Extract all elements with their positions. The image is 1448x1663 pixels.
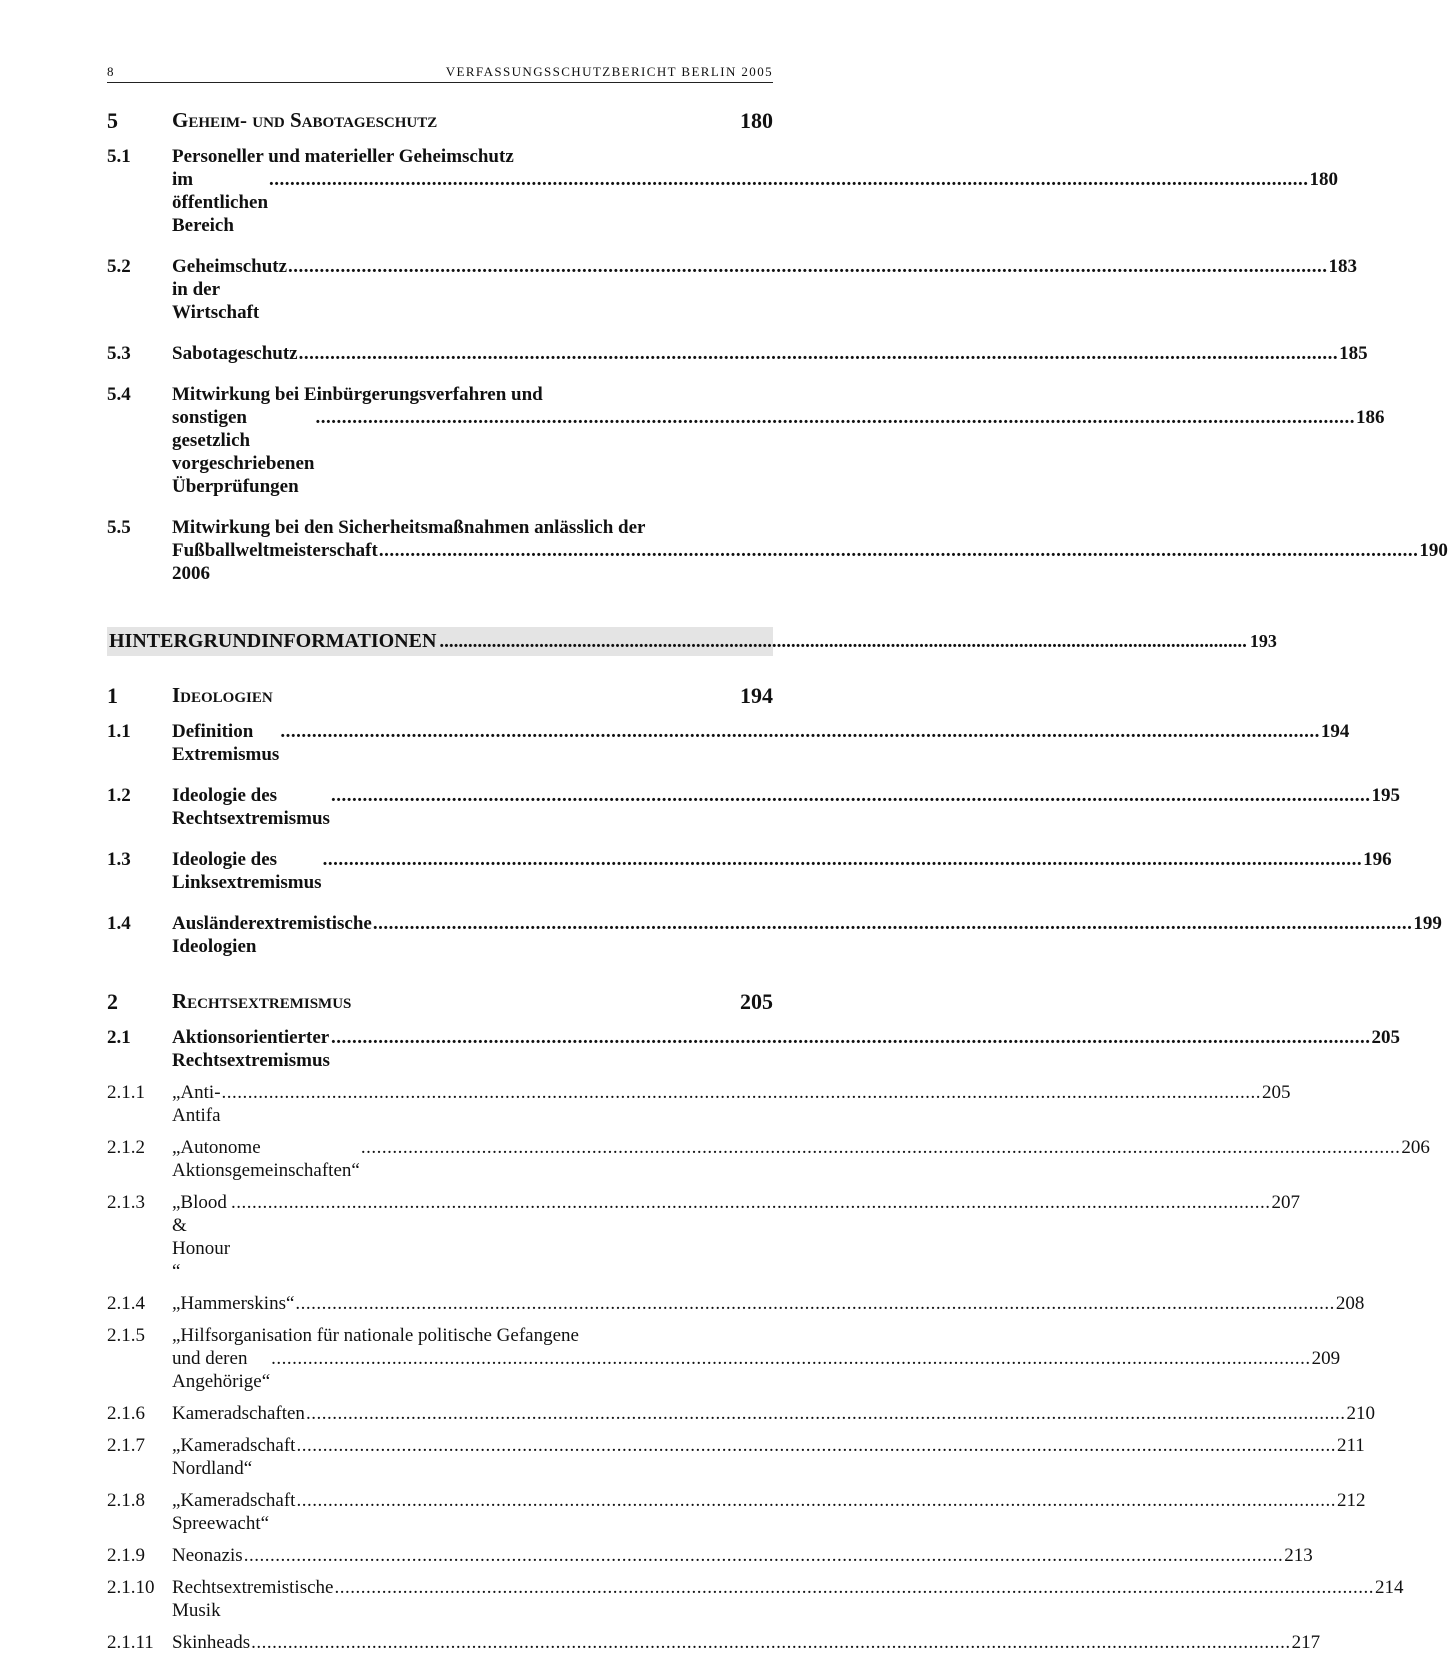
entry-page: 196 — [1363, 849, 1392, 870]
chapter-page: 194 — [740, 683, 773, 708]
toc-entry-5-3[interactable] — [107, 342, 1368, 365]
chapter-title: Rechtsextremismus — [172, 989, 352, 1013]
leader-dots — [306, 1402, 1346, 1425]
entry-title: „Blood & Honour “ — [172, 1192, 231, 1282]
entry-number: 2.1.4 — [107, 1293, 145, 1314]
entry-title: Skinheads — [172, 1632, 251, 1653]
entry-page: 214 — [1374, 1577, 1404, 1598]
toc-entry-2-1[interactable] — [107, 1026, 1400, 1072]
leader-dots — [222, 1081, 1262, 1104]
entry-title-line: Mitwirkung bei Einbürgerungsverfahren und — [172, 384, 543, 405]
entry-number: 2.1.7 — [107, 1435, 145, 1456]
entry-number: 2.1.10 — [107, 1577, 155, 1598]
entry-page: 207 — [1271, 1192, 1301, 1213]
background-info-heading[interactable] — [107, 627, 1277, 656]
leader-dots — [288, 255, 1328, 278]
leader-dots — [331, 1026, 1371, 1049]
entry-page: 210 — [1346, 1403, 1375, 1424]
entry-number: 2.1.11 — [107, 1632, 154, 1653]
entry-title: Neonazis — [172, 1545, 243, 1566]
entry-title: Fußballweltmeisterschaft 2006 — [172, 540, 378, 584]
entry-number: 2.1.3 — [107, 1192, 145, 1213]
entry-title: Rechtsextremistische Musik — [172, 1577, 334, 1621]
entry-page: 206 — [1401, 1137, 1430, 1158]
leader-dots — [331, 784, 1371, 807]
toc-entry-1-2[interactable] — [107, 784, 1400, 830]
entry-title: im öffentlichen Bereich — [172, 169, 269, 236]
entry-number: 5.1 — [107, 146, 131, 167]
leader-dots — [439, 631, 1247, 653]
entry-page: 208 — [1335, 1293, 1365, 1314]
leader-dots — [244, 1544, 1284, 1567]
entry-title: Aktionsorientierter Rechtsextremismus — [172, 1027, 330, 1071]
leader-dots — [373, 912, 1413, 935]
entry-page: 205 — [1262, 1082, 1291, 1103]
entry-title: „Anti-Antifa — [172, 1082, 221, 1126]
toc-entry-1-4[interactable] — [107, 912, 1442, 958]
chapter-number: 5 — [107, 108, 118, 133]
entry-page: 217 — [1291, 1632, 1321, 1653]
toc-entry-5-2[interactable] — [107, 255, 1358, 324]
entry-number: 1.3 — [107, 849, 131, 870]
chapter-title: Ideologien — [172, 683, 273, 707]
toc-entry-2-1-4[interactable] — [107, 1292, 1365, 1315]
toc-entry-1-1[interactable] — [107, 720, 1350, 766]
entry-page: 186 — [1355, 407, 1385, 428]
entry-page: 205 — [1371, 1027, 1400, 1048]
entry-title: Ideologie des Rechtsextremismus — [172, 785, 330, 829]
entry-title: Definition Extremismus — [172, 721, 280, 765]
entry-page: 185 — [1339, 343, 1368, 364]
chapter-page: 205 — [740, 989, 773, 1014]
entry-title: und deren Angehörige“ — [172, 1348, 271, 1392]
leader-dots — [271, 1347, 1311, 1370]
toc-entry-2-1-1[interactable] — [107, 1081, 1291, 1127]
chapter-heading-5 — [107, 103, 773, 145]
toc-entry-2-1-6[interactable] — [107, 1402, 1375, 1425]
entry-title-line: Mitwirkung bei den Sicherheitsmaßnahmen anlässlich der — [172, 517, 646, 538]
entry-title: Geheimschutz in der Wirtschaft — [172, 256, 288, 323]
entry-title: „Kameradschaft Spreewacht“ — [172, 1490, 296, 1534]
entry-page: 190 — [1419, 540, 1448, 561]
entry-number: 2.1.5 — [107, 1325, 145, 1346]
leader-dots — [323, 848, 1363, 871]
toc-entry-2-1-2[interactable] — [107, 1136, 1430, 1182]
entry-title: „Autonome Aktionsgemeinschaften“ — [172, 1137, 360, 1181]
toc-entry-5-4[interactable] — [107, 383, 1385, 498]
entry-title: sonstigen gesetzlich vorgeschriebenen Überprüfungen — [172, 407, 315, 497]
entry-title-line: „Hilfsorganisation für nationale politische Gefangene — [172, 1325, 579, 1346]
toc-entry-2-1-9[interactable] — [107, 1544, 1313, 1567]
entry-title: Sabotageschutz — [172, 343, 298, 364]
leader-dots — [299, 342, 1339, 365]
running-header — [107, 62, 773, 83]
background-info-title: HINTERGRUNDINFORMATIONEN — [109, 630, 437, 652]
entry-page: 211 — [1336, 1435, 1365, 1456]
entry-page: 213 — [1284, 1545, 1313, 1566]
toc-entry-2-1-8[interactable] — [107, 1489, 1366, 1535]
entry-number: 5.2 — [107, 256, 131, 277]
running-title: VERFASSUNGSSCHUTZBERICHT BERLIN 2005 — [445, 64, 773, 79]
background-info-page: 193 — [1249, 631, 1277, 651]
entry-page: 195 — [1371, 785, 1400, 806]
entry-title: Ideologie des Linksextremismus — [172, 849, 322, 893]
toc-entry-2-1-10[interactable] — [107, 1576, 1404, 1622]
entry-page: 199 — [1413, 913, 1442, 934]
table-of-contents — [107, 103, 1448, 1663]
entry-page: 209 — [1311, 1348, 1341, 1369]
page-number: 8 — [107, 64, 114, 79]
toc-entry-1-3[interactable] — [107, 848, 1392, 894]
entry-title: Ausländerextremistische Ideologien — [172, 913, 372, 957]
entry-page: 180 — [1309, 169, 1339, 190]
entry-page: 212 — [1336, 1490, 1366, 1511]
leader-dots — [295, 1292, 1335, 1315]
leader-dots — [296, 1434, 1336, 1457]
leader-dots — [231, 1191, 1271, 1214]
leader-dots — [379, 539, 1419, 562]
entry-number: 5.3 — [107, 343, 131, 364]
chapter-number: 1 — [107, 683, 118, 708]
entry-page: 194 — [1320, 721, 1350, 742]
entry-title-line: Personeller und materieller Geheimschutz — [172, 146, 514, 167]
entry-number: 2.1.1 — [107, 1082, 145, 1103]
entry-title: „Kameradschaft Nordland“ — [172, 1435, 296, 1479]
entry-title: „Hammerskins“ — [172, 1293, 295, 1314]
chapter-page: 180 — [740, 108, 773, 133]
toc-entry-2-1-7[interactable] — [107, 1434, 1365, 1480]
entry-number: 1.1 — [107, 721, 131, 742]
toc-entry-5-1[interactable] — [107, 145, 1339, 237]
leader-dots — [334, 1576, 1374, 1599]
chapter-heading-1 — [107, 678, 773, 720]
leader-dots — [315, 406, 1355, 429]
toc-entry-2-1-3[interactable] — [107, 1191, 1301, 1283]
entry-number: 5.5 — [107, 517, 131, 538]
leader-dots — [280, 720, 1320, 743]
entry-number: 2.1.8 — [107, 1490, 145, 1511]
toc-entry-2-1-11[interactable] — [107, 1631, 1321, 1654]
entry-title: Kameradschaften — [172, 1403, 305, 1424]
entry-number: 5.4 — [107, 384, 131, 405]
entry-number: 1.2 — [107, 785, 131, 806]
leader-dots — [251, 1631, 1291, 1654]
toc-entry-2-1-5[interactable] — [107, 1324, 1341, 1393]
entry-page: 183 — [1328, 256, 1358, 277]
toc-entry-5-5[interactable] — [107, 516, 1448, 585]
leader-dots — [269, 168, 1309, 191]
entry-number: 2.1 — [107, 1027, 131, 1048]
chapter-title: Geheim- und Sabotageschutz — [172, 108, 438, 132]
entry-number: 2.1.9 — [107, 1545, 145, 1566]
leader-dots — [361, 1136, 1401, 1159]
chapter-heading-2 — [107, 984, 773, 1026]
entry-number: 2.1.2 — [107, 1137, 145, 1158]
leader-dots — [296, 1489, 1336, 1512]
chapter-number: 2 — [107, 989, 118, 1014]
entry-number: 2.1.6 — [107, 1403, 145, 1424]
entry-number: 1.4 — [107, 913, 131, 934]
